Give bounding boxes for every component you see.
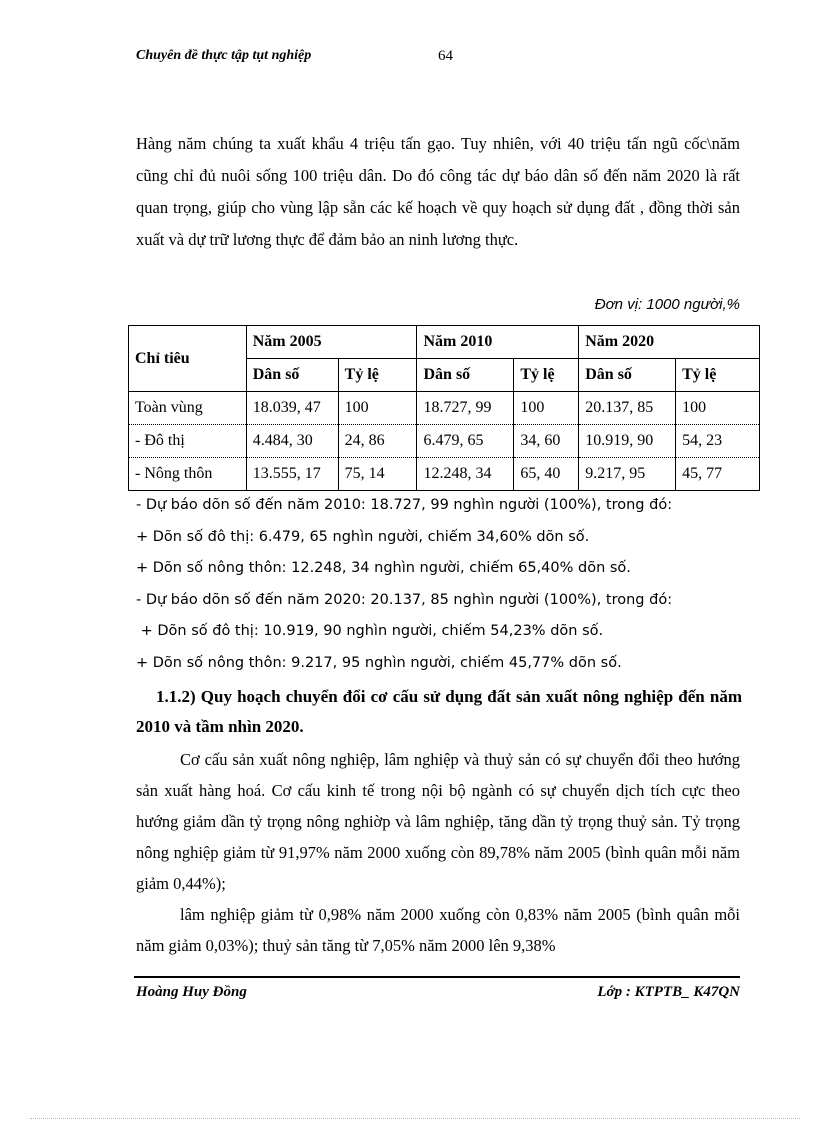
body-paragraph: lâm nghiệp giảm từ 0,98% năm 2000 xuống còn 0,83% năm 2005 (bình quân mỗi năm giảm 0,03%); thuỷ sản tăng từ 7,05% năm 2000 lên 9,38%	[136, 905, 740, 955]
sub-header: Dân số	[579, 359, 676, 392]
table-cell: 45, 77	[676, 458, 760, 491]
col-header-year: Năm 2005	[246, 326, 417, 359]
page-number: 64	[438, 48, 453, 64]
page-header	[136, 48, 736, 72]
table-cell: 9.217, 95	[579, 458, 676, 491]
table-row	[129, 458, 760, 491]
list-item: + Dõn số nông thôn: 9.217, 95 nghìn người, chiếm 45,77% dõn số.	[136, 654, 622, 671]
sub-header: Tỷ lệ	[676, 359, 760, 392]
table-row	[129, 392, 760, 425]
col-header-year: Năm 2020	[579, 326, 760, 359]
footer-class: Lớp : KTPTB_ K47QN	[597, 984, 740, 1000]
document-title: Chuyên đề thực tập tụt nghiệp	[136, 48, 312, 63]
sub-header: Dân số	[417, 359, 514, 392]
table-cell: 65, 40	[514, 458, 579, 491]
table-cell: 100	[676, 392, 760, 425]
table-cell: 54, 23	[676, 425, 760, 458]
table-cell: Toàn vùng	[129, 392, 247, 425]
table-row	[129, 425, 760, 458]
table-cell: 75, 14	[338, 458, 417, 491]
intro-paragraph: Hàng năm chúng ta xuất khẩu 4 triệu tấn gạo. Tuy nhiên, với 40 triệu tấn ngũ cốc\năm cũng chỉ đủ nuôi sống 100 triệu dân. Do đó công tác dự báo dân số đến năm 2020 là rất quan trọng, giúp cho vùng lập sẵn các kế hoạch về quy hoạch sử dụng đất , đồng thời sản xuất và dự trữ lương thực để đảm bảo an ninh lương thực.	[136, 134, 740, 249]
table-cell: 100	[514, 392, 579, 425]
list-item: + Dõn số đô thị: 10.919, 90 nghìn người, chiếm 54,23% dõn số.	[136, 623, 604, 639]
table-cell: 13.555, 17	[246, 458, 338, 491]
table-cell: 12.248, 34	[417, 458, 514, 491]
table-cell: - Đô thị	[129, 425, 247, 458]
list-item: - Dự báo dõn số đến năm 2010: 18.727, 99 nghìn người (100%), trong đó:	[136, 497, 673, 513]
table-cell: 4.484, 30	[246, 425, 338, 458]
table-cell: 18.727, 99	[417, 392, 514, 425]
col-header-indicator: Chỉ tiêu	[129, 326, 247, 392]
list-item: - Dự báo dõn số đến năm 2020: 20.137, 85 nghìn người (100%), trong đó:	[136, 591, 673, 608]
table-cell: 100	[338, 392, 417, 425]
sub-header: Tỷ lệ	[514, 359, 579, 392]
footer-author: Hoàng Huy Đồng	[136, 984, 247, 1000]
footer-divider	[134, 976, 740, 978]
body-paragraph: Cơ cấu sản xuất nông nghiệp, lâm nghiệp và thuỷ sản có sự chuyển đổi theo hướng sản xuất hàng hoá. Cơ cấu kinh tế trong nội bộ ngành có sự chuyển dịch tích cực theo hướng giảm dần tỷ trọng nông nghiờp và lâm nghiệp, tăng dần tỷ trọng thuỷ sản. Tỷ trọng nông nghiệp giảm từ 91,97% năm 2000 xuống còn 89,78% năm 2005 (bình quân mỗi năm giảm 0,44%);	[136, 750, 740, 893]
table-cell: 24, 86	[338, 425, 417, 458]
page-edge-divider	[30, 1118, 800, 1119]
table-cell: 10.919, 90	[579, 425, 676, 458]
section-heading: 1.1.2) Quy hoạch chuyển đổi cơ cấu sử dụng đất sản xuất nông nghiệp đến năm 2010 và tầm nhìn 2020.	[136, 687, 742, 736]
sub-header: Tỷ lệ	[338, 359, 417, 392]
table-cell: 6.479, 65	[417, 425, 514, 458]
table-cell: 20.137, 85	[579, 392, 676, 425]
body-text	[136, 744, 740, 961]
forecast-list	[136, 490, 756, 679]
population-table	[128, 325, 760, 491]
table-cell: 18.039, 47	[246, 392, 338, 425]
list-item: + Dõn số đô thị: 6.479, 65 nghìn người, chiếm 34,60% dõn số.	[136, 528, 590, 545]
list-item: + Dõn số nông thôn: 12.248, 34 nghìn người, chiếm 65,40% dõn số.	[136, 560, 631, 576]
table-cell: 34, 60	[514, 425, 579, 458]
unit-note: Đơn vị: 1000 người,%	[594, 296, 740, 313]
sub-header: Dân số	[246, 359, 338, 392]
table-cell: - Nông thôn	[129, 458, 247, 491]
col-header-year: Năm 2010	[417, 326, 579, 359]
